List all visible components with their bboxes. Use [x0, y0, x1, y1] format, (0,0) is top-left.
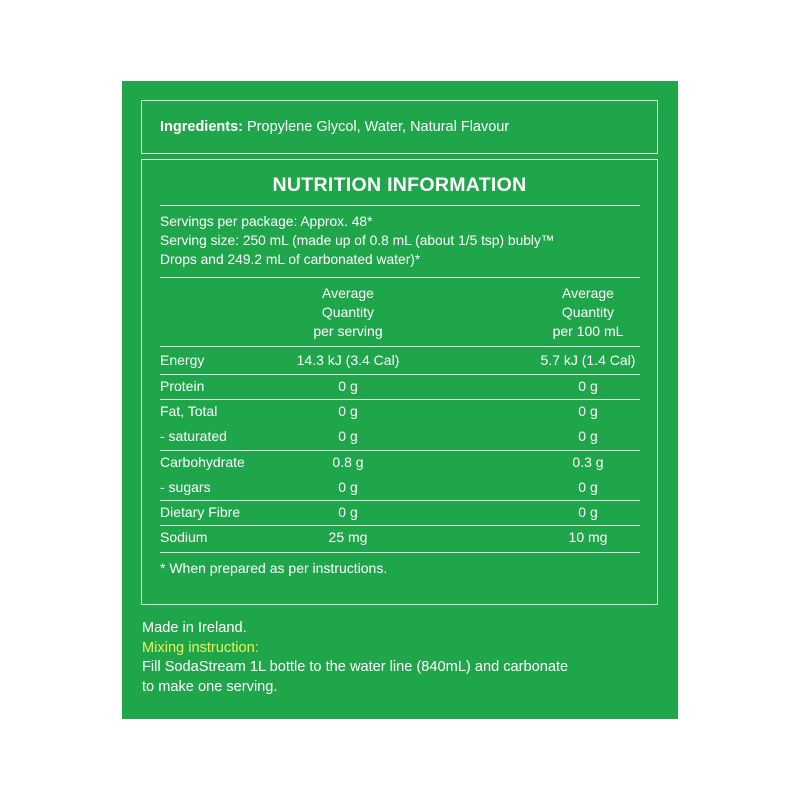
nutrient-name: Dietary Fibre — [160, 504, 241, 520]
divider — [160, 552, 640, 553]
value-per-100ml: 10 mg — [568, 529, 608, 545]
table-row — [160, 525, 640, 550]
bottom-info — [142, 619, 642, 697]
value-per-serving: 0 g — [338, 504, 358, 520]
serving-info — [160, 212, 640, 269]
value-per-serving: 25 mg — [328, 529, 368, 545]
table-row — [160, 475, 640, 500]
nutrient-name: - sugars — [160, 479, 211, 495]
divider — [160, 346, 640, 347]
value-per-serving: 14.3 kJ (3.4 Cal) — [296, 352, 400, 368]
column-header-per-100ml — [508, 284, 668, 341]
header-line: per serving — [313, 323, 383, 339]
header-line: per 100 mL — [552, 323, 624, 339]
value-per-100ml: 0 g — [578, 403, 598, 419]
value-per-100ml: 0 g — [578, 378, 598, 394]
value-per-serving: 0 g — [338, 428, 358, 444]
value-per-serving: 0 g — [338, 403, 358, 419]
nutrient-name: Carbohydrate — [160, 454, 245, 470]
value-per-serving: 0 g — [338, 479, 358, 495]
value-per-100ml: 0 g — [578, 428, 598, 444]
ingredients-box — [141, 100, 658, 154]
mixing-instruction-title: Mixing instruction: — [142, 639, 259, 656]
value-per-100ml: 0.3 g — [572, 454, 604, 470]
value-per-serving: 0 g — [338, 378, 358, 394]
product-label-panel — [122, 81, 678, 719]
country-of-origin: Made in Ireland. — [142, 620, 247, 636]
nutrition-title: NUTRITION INFORMATION — [272, 174, 527, 196]
table-row — [160, 450, 640, 475]
nutrient-name: Fat, Total — [160, 403, 218, 419]
divider — [160, 277, 640, 278]
nutrient-name: Energy — [160, 352, 205, 368]
mixing-instruction-line2: to make one serving. — [142, 678, 278, 695]
value-per-100ml: 0 g — [578, 504, 598, 520]
header-line: Average — [322, 285, 374, 301]
ingredients-text: Propylene Glycol, Water, Natural Flavour — [247, 119, 510, 135]
divider — [160, 205, 640, 206]
value-per-100ml: 0 g — [578, 479, 598, 495]
value-per-100ml: 5.7 kJ (1.4 Cal) — [540, 352, 636, 368]
ingredients-label: Ingredients: — [160, 119, 243, 135]
nutrition-panel — [141, 159, 658, 605]
table-row — [160, 500, 640, 525]
table-row — [160, 424, 640, 449]
table-row — [160, 348, 640, 373]
nutrient-name: Protein — [160, 378, 205, 394]
nutrient-name: Sodium — [160, 529, 208, 545]
table-row — [160, 374, 640, 399]
header-line: Quantity — [561, 304, 615, 320]
column-header-per-serving — [268, 284, 428, 341]
table-row — [160, 399, 640, 424]
mixing-instruction-line1: Fill SodaStream 1L bottle to the water line (840mL) and carbonate — [142, 659, 569, 675]
header-line: Quantity — [321, 304, 375, 320]
servings-per-package: Servings per package: Approx. 48* — [160, 214, 373, 229]
serving-size-line2: Drops and 249.2 mL of carbonated water)* — [160, 252, 421, 267]
header-line: Average — [562, 285, 614, 301]
value-per-serving: 0.8 g — [332, 454, 364, 470]
footnote: * When prepared as per instructions. — [160, 560, 388, 576]
nutrient-name: - saturated — [160, 428, 227, 444]
serving-size-line1: Serving size: 250 mL (made up of 0.8 mL (about 1/5 tsp) bubly™ — [160, 233, 555, 248]
